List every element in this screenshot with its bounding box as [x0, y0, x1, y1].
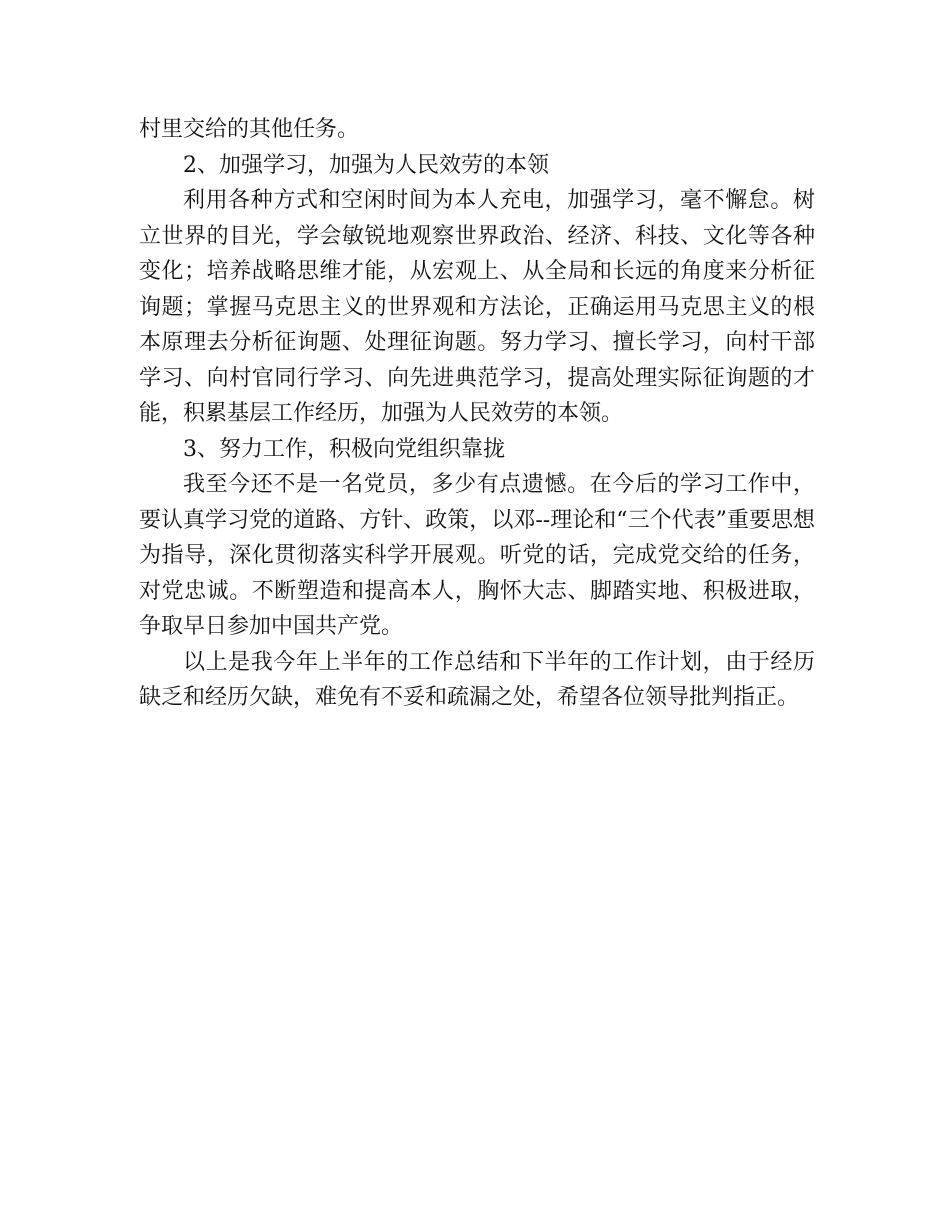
- paragraph-conclusion: 以上是我今年上半年的工作总结和下半年的工作计划，由于经历缺乏和经历欠缺，难免有不妥和疏漏之处，希望各位领导批判指正。: [139, 649, 815, 710]
- section-heading-3: 3、努力工作，积极向党组织靠拢: [183, 436, 505, 462]
- paragraph-study: 利用各种方式和空闲时间为本人充电，加强学习，毫不懈怠。树立世界的目光，学会敏锐地观察世界政治、经济、科技、文化等各种变化；培养战略思维才能，从宏观上、从全局和长远的角度来分析征询题；掌握马克思主义的世界观和方法论，正确运用马克思主义的根本原理去分析征询题、处理征询题。努力学习、擅长学习，向村干部学习、向村官同行学习、向先进典范学习，提高处理实际征询题的才能，积累基层工作经历，加强为人民效劳的本领。: [139, 188, 815, 426]
- paragraph-continuation: 村里交给的其他任务。: [139, 117, 360, 142]
- document-body: [139, 112, 815, 716]
- paragraph-party: 我至今还不是一名党员，多少有点遗憾。在今后的学习工作中，要认真学习党的道路、方针、政策，以邓--理论和“三个代表”重要思想为指导，深化贯彻落实科学开展观。听党的话，完成党交给的任务，对党忠诚。不断塑造和提高本人，胸怀大志、脚踏实地、积极进取，争取早日参加中国共产党。: [139, 472, 815, 639]
- section-heading-2: 2、加强学习，加强为人民效劳的本领: [183, 152, 549, 178]
